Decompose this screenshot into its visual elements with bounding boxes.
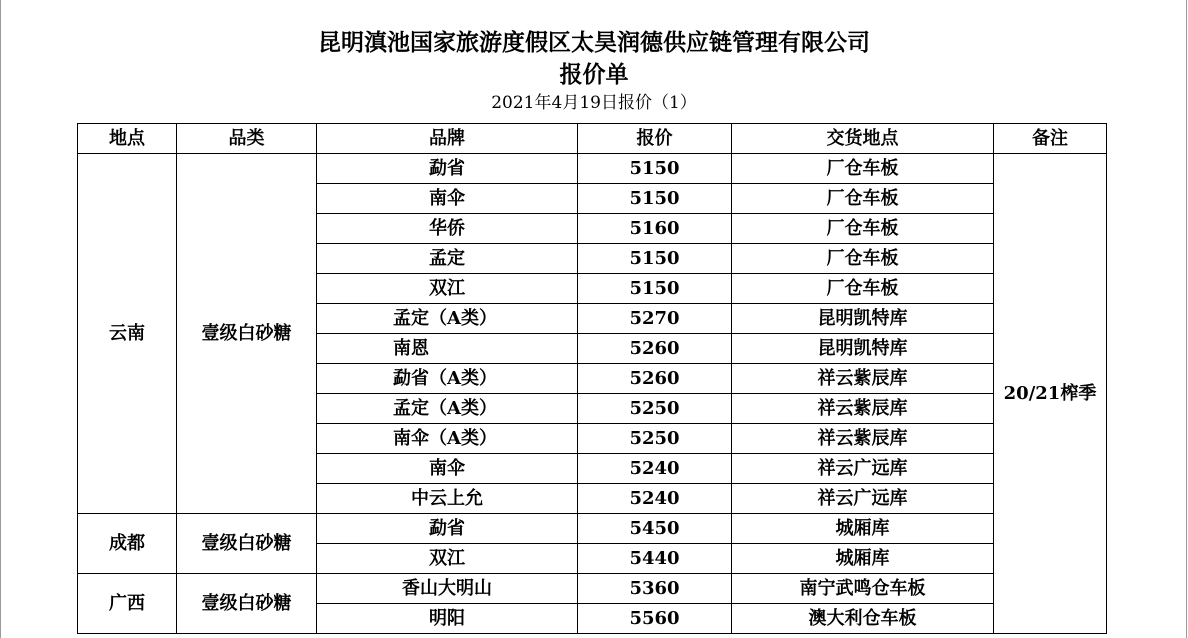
price-cell: 5240: [578, 454, 732, 484]
date-line: 2021年4月19日报价（1）: [491, 93, 697, 113]
header-delivery: 交货地点: [732, 124, 994, 154]
category-cell: 壹级白砂糖: [177, 154, 317, 514]
delivery-cell: 城厢库: [732, 544, 994, 574]
price-cell: 5440: [578, 544, 732, 574]
brand-cell: 孟定（A类）: [317, 394, 578, 424]
delivery-cell: 祥云紫辰库: [732, 394, 994, 424]
price-cell: 5160: [578, 214, 732, 244]
brand-cell: 明阳: [317, 604, 578, 634]
brand-cell: 南伞: [317, 184, 578, 214]
table-row: [78, 514, 1107, 544]
price-cell: 5450: [578, 514, 732, 544]
brand-cell: 南伞: [317, 454, 578, 484]
header-remark: 备注: [994, 124, 1107, 154]
delivery-cell: 厂仓车板: [732, 154, 994, 184]
company-title: 昆明滇池国家旅游度假区太昊润德供应链管理有限公司: [318, 29, 870, 56]
delivery-cell: 南宁武鸣仓车板: [732, 574, 994, 604]
price-cell: 5150: [578, 244, 732, 274]
price-cell: 5150: [578, 274, 732, 304]
delivery-cell: 祥云广远库: [732, 454, 994, 484]
category-cell: 壹级白砂糖: [177, 514, 317, 574]
header-row: [78, 124, 1107, 154]
price-cell: 5260: [578, 334, 732, 364]
delivery-cell: 厂仓车板: [732, 274, 994, 304]
delivery-cell: 厂仓车板: [732, 184, 994, 214]
brand-cell: 孟定: [317, 244, 578, 274]
price-cell: 5150: [578, 184, 732, 214]
brand-cell: 勐省（A类）: [317, 364, 578, 394]
delivery-cell: 厂仓车板: [732, 214, 994, 244]
price-cell: 5250: [578, 394, 732, 424]
category-cell: 壹级白砂糖: [177, 574, 317, 634]
delivery-cell: 昆明凯特库: [732, 334, 994, 364]
delivery-cell: 厂仓车板: [732, 244, 994, 274]
delivery-cell: 祥云紫辰库: [732, 364, 994, 394]
location-cell: 成都: [78, 514, 177, 574]
delivery-cell: 昆明凯特库: [732, 304, 994, 334]
brand-cell: 香山大明山: [317, 574, 578, 604]
brand-cell: 南伞（A类）: [317, 424, 578, 454]
price-cell: 5360: [578, 574, 732, 604]
location-cell: 云南: [78, 154, 177, 514]
price-cell: 5240: [578, 484, 732, 514]
delivery-cell: 城厢库: [732, 514, 994, 544]
brand-cell: 华侨: [317, 214, 578, 244]
table-row: [78, 154, 1107, 184]
price-cell: 5270: [578, 304, 732, 334]
location-cell: 广西: [78, 574, 177, 634]
brand-cell: 勐省: [317, 154, 578, 184]
delivery-cell: 祥云紫辰库: [732, 424, 994, 454]
document-title: 报价单: [559, 61, 629, 88]
delivery-cell: 祥云广远库: [732, 484, 994, 514]
header-category: 品类: [177, 124, 317, 154]
price-cell: 5560: [578, 604, 732, 634]
price-cell: 5260: [578, 364, 732, 394]
brand-cell: 南恩: [317, 334, 578, 364]
delivery-cell: 澳大利仓车板: [732, 604, 994, 634]
price-cell: 5250: [578, 424, 732, 454]
remark-cell: 20/21榨季: [994, 154, 1107, 634]
header-price: 报价: [578, 124, 732, 154]
brand-cell: 中云上允: [317, 484, 578, 514]
price-cell: 5150: [578, 154, 732, 184]
header-brand: 品牌: [317, 124, 578, 154]
brand-cell: 双江: [317, 274, 578, 304]
brand-cell: 双江: [317, 544, 578, 574]
brand-cell: 勐省: [317, 514, 578, 544]
quotation-table: [77, 123, 1107, 634]
brand-cell: 孟定（A类）: [317, 304, 578, 334]
table-row: [78, 574, 1107, 604]
header-location: 地点: [78, 124, 177, 154]
